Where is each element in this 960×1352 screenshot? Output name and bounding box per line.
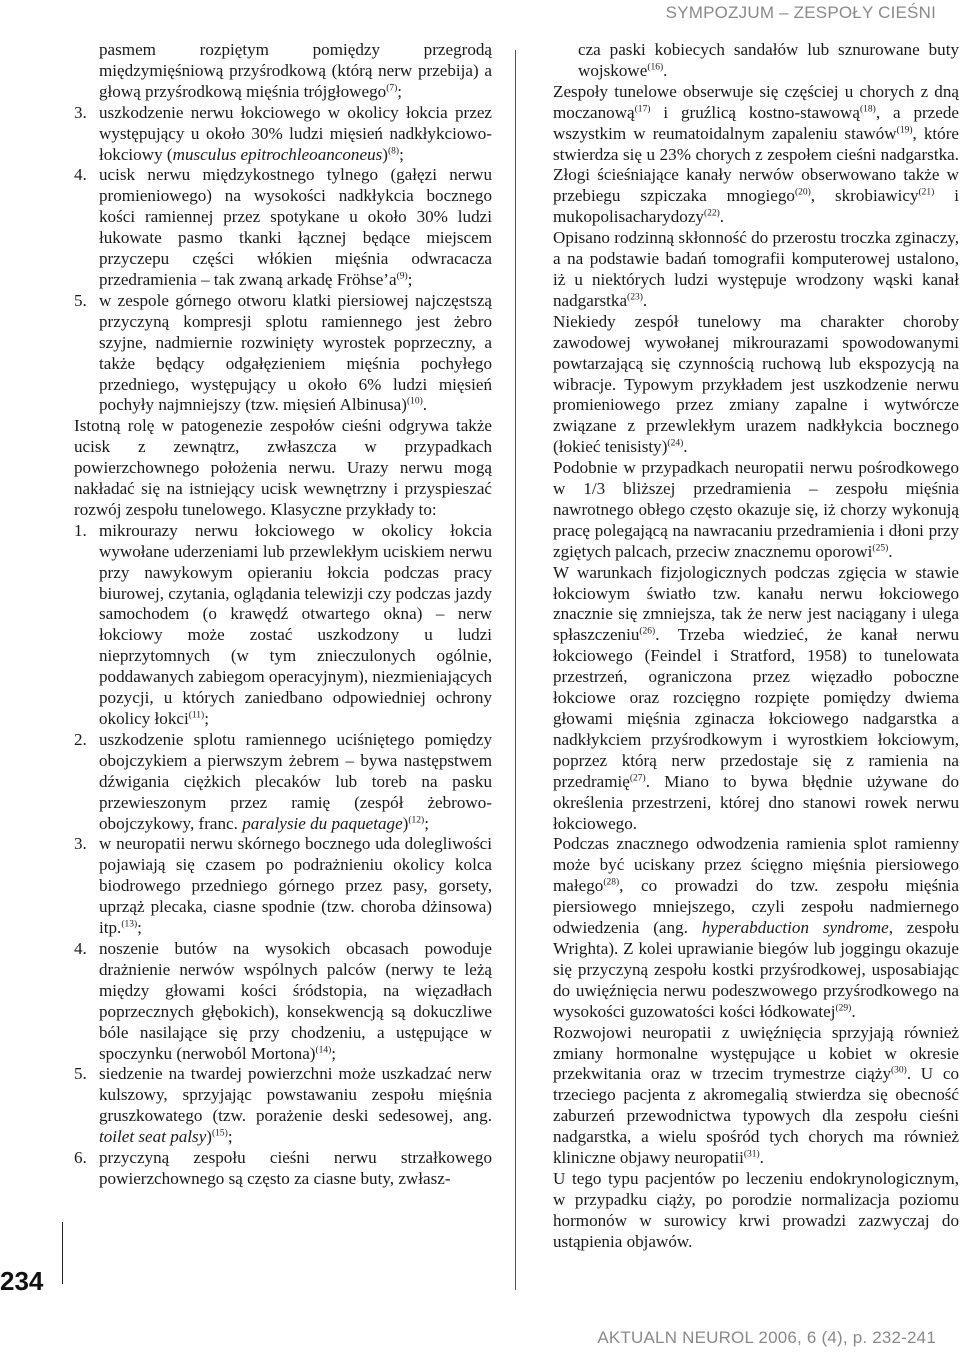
paragraph-text: . (719, 207, 725, 227)
paragraph-text: . Miano to bywa błędnie używane do określenia przestrzeni, której dno stanowi rowek nerwu łokciowego. (553, 771, 959, 833)
list-number: 1. (74, 520, 87, 540)
paragraph-text: Zespoły tunelowe obserwuje się częściej u chorych z dną moczanową (553, 81, 959, 122)
list-item (74, 103, 492, 166)
paragraph-text: Podobnie w przypadkach neuropatii nerwu pośrodkowego w 1/3 bliższej przedramienia – zespołu mięśnia nawrotnego obłego często okazuje się, iż chorzy wykonują pracę polegającą na nawracaniu przedramienia i dłoni przy zgiętych palcach, przeciw znacznemu oporowi (553, 458, 959, 561)
reference-marker: (14) (315, 1044, 332, 1055)
list-item-continuation: cza paski kobiecych sandałów lub sznurowane buty wojskowe$^{(16)}$. (578, 40, 959, 80)
column-divider (515, 50, 516, 1290)
paragraph-text: , co prowadzi do tzw. zespołu mięśnia piersiowego mniejszego, czyli zespołu nadmiernego odwiedzenia (ang. (553, 876, 959, 938)
list-item-continuation: pasmem rozpiętym pomiędzy przegrodą międzymięśniową przyśrodkową (którą nerw przebija) a głową przyśrodkową mięśnia trójgłowego$^{(7)}$; (99, 40, 492, 101)
list-number: 4. (74, 165, 87, 185)
reference-marker: (22) (703, 208, 720, 219)
list-text: ) (382, 144, 388, 164)
list-text: ) (402, 813, 409, 833)
list-text: ; (227, 1127, 233, 1147)
paragraph-text: Opisano rodzinną skłonność do przerostu troczka zginaczy, a na podstawie badań tomografii komputerowej ustalono, iż u niektórych ludzi występuje wrodzony wąski kanał nadgarstka (553, 228, 959, 310)
reference-marker: (12) (408, 814, 425, 825)
right-paragraphs (553, 82, 959, 1253)
list-text: uszkodzenie splotu ramiennego uciśniętego pomiędzy obojczykiem a pierwszym żebrem – bywa następstwem dźwigania ciężkich plecaków lub toreb na pasku przewieszonym przez ramię (zespół żebrowo-obojczykowy, franc. (99, 729, 492, 833)
list-number: 5. (74, 290, 87, 310)
paragraph-text-italic: hyperabduction syndrome (701, 918, 889, 938)
paragraph-text: , które stwierdza się u 23% chorych z zespołem cieśni nadgarstka. Złogi ścieśniające kanały nerwów obserwowano także w przebiegu szpiczaka mnogiego (553, 123, 959, 206)
numbered-list-anatomical (74, 103, 492, 417)
list-number: 5. (74, 1064, 87, 1084)
paragraph-text: Podczas znacznego odwodzenia ramienia splot ramienny może być uciskany przez ścięgno mięśnia piersiowego małego (553, 834, 959, 896)
reference-marker: (8) (387, 145, 400, 156)
paragraph-text: . U co trzeciego pacjenta z akromegalią stwierdza się obecność zaburzeń przewodnictwa typowych dla zespołu cieśni nadgarstka, a wielu spośród tych chorych ma również kliniczne objawy neuropatii (553, 1064, 959, 1168)
list-item (74, 1064, 492, 1148)
paragraph (553, 458, 959, 563)
running-footer-citation: AKTUALN NEUROL 2006, 6 (4), p. 232-241 (597, 1328, 936, 1347)
reference-marker: (20) (794, 187, 811, 198)
running-header: SYMPOZJUM – ZESPOŁY CIEŚNI (665, 3, 936, 22)
reference-marker: (31) (743, 1149, 760, 1160)
reference-marker: (27) (629, 773, 646, 784)
list-text: uszkodzenie nerwu łokciowego w okolicy łokcia przez występujący u około 30% ludzi mięsień nadkłykciowo-łokciowy ( (99, 102, 492, 164)
list-item (74, 1148, 492, 1190)
list-text: przyczyną zespołu cieśni nerwu strzałkowego powierzchownego są często za ciasne buty, zwłasz- (99, 1148, 492, 1188)
page-number-rule (62, 1222, 63, 1284)
list-number: 6. (74, 1148, 87, 1168)
list-text: noszenie butów na wysokich obcasach powoduje drażnienie nerwów wspólnych palców (nerwy te leżą między głowami kości śródstopia, na więzadłach poprzecznych głębokich), konsekwencją są dokuczliwe bóle nasilające się przy chodzeniu, a ustępujące w spoczynku (nerwoból Mortona) (99, 938, 492, 1063)
list-text: ; (137, 918, 142, 938)
reference-marker: (29) (835, 1003, 852, 1013)
list-item (74, 521, 492, 730)
reference-marker: (26) (639, 626, 656, 637)
reference-marker: (13) (121, 919, 138, 930)
reference-marker: (28) (603, 877, 620, 888)
reference-marker: (9) (396, 271, 408, 282)
reference-marker: (17) (634, 104, 651, 115)
reference-marker: (24) (667, 438, 684, 449)
right-column (553, 40, 959, 1253)
list-text: ; (331, 1043, 337, 1063)
list-item (74, 291, 492, 416)
paragraph-text: Niekiedy zespół tunelowy ma charakter choroby zawodowej wywołanej mikrourazami spowodowanymi powtarzającą się czynnością ruchową lub ekspozycją na wibracje. Typowym przykładem jest uszkodzenie nerwu promieniowego przez zmiany zapalne i wytwórcze związane z przewlekłym urazem nadkłykcia bocznego (łokieć tenisisty) (553, 311, 959, 457)
list-item (74, 834, 492, 939)
paragraph-text: . (888, 541, 893, 561)
list-text: siedzenie na twardej powierzchni może uszkadzać nerw kulszowy, sprzyjając powstawaniu zespołu mięśnia gruszkowatego (tzw. porażenie deski sedesowej, ang. (99, 1064, 492, 1126)
paragraph-text: . (851, 1001, 856, 1021)
list-text: ; (424, 813, 429, 833)
reference-marker: (25) (872, 543, 889, 554)
paragraph (553, 82, 959, 228)
paragraph-text: , zespołu Wrighta). Z kolei uprawianie biegów lub joggingu okazuje się przyczyną zespołu kostki przyśrodkowej, usposabiając do uwięźnięcia nerwu podeszwowego przyśrodkowego na wysokości guzowatości kości łódkowatej (553, 918, 960, 1021)
paragraph-text: i gruźlicą kostno-stawową (650, 102, 860, 122)
reference-marker: (21) (918, 187, 935, 198)
paragraph (553, 228, 959, 312)
reference-marker: (11) (188, 710, 205, 721)
list-text: ucisk nerwu międzykostnego tylnego (gałęzi nerwu promieniowego) na wysokości nadkłykcia bocznego kości ramiennej przez spotykane u około 30% ludzi łukowate pasmo tkanki łącznej będące miejscem przyczepu części włókien mięśnia odwracacza przedramienia – tak zwaną arkadę Fröhse’a (99, 165, 492, 289)
paragraph-text: , skrobiawicy (810, 186, 919, 206)
list-text: . (422, 395, 428, 415)
reference-marker: (18) (860, 104, 876, 115)
list-text: w neuropatii nerwu skórnego bocznego uda dolegliwości pojawiają się czasem po podrażnieniu okolicy kolca biodrowego przedniego górnego przez pasy, gorsety, uprząż plecaka, ciasne spodnie (tzw. choroba dżinsowa) itp. (99, 834, 492, 938)
paragraph-external-compression: Istotną rolę w patogenezie zespołów cieśni odgrywa także ucisk z zewnątrz, zwłaszcza w przypadkach powierzchownego położenia nerwu. Urazy nerwu mogą nakładać się na istniejący ucisk wewnętrzny i przyspieszać rozwój zespołu tunelowego. Klasyczne przykłady to: (74, 416, 492, 519)
paragraph (553, 1169, 959, 1253)
list-item (74, 730, 492, 835)
left-column (74, 40, 492, 1190)
page-number: 234 (0, 1266, 44, 1296)
paragraph-text: , a przede wszystkim w reumatoidalnym zapaleniu stawów (553, 102, 959, 143)
list-item (74, 939, 492, 1064)
paragraph-text: i mukopolisacharydozy (553, 186, 959, 227)
list-text: ; (407, 269, 413, 289)
list-number: 3. (74, 102, 87, 122)
paragraph-text: . (759, 1148, 764, 1168)
reference-marker: (10) (406, 396, 423, 407)
list-text: mikrourazy nerwu łokciowego w okolicy łokcia wywołane uderzeniami lub przewlekłym uciskiem nerwu przy nawykowym opieraniu łokcia podczas pracy biurowej, czytania, oglądania telewizji czy podczas jazdy samochodem (o krawędź otwartego okna) – nerw łokciowy może zostać uszkodzony u ludzi nieprzytomnych (w tym znieczulonych ogólnie, poddawanych zabiegom operacyjnym), niezmieniających pozycji, u których zaniedbano odpowiedniej ochrony okolicy łokci (99, 520, 492, 728)
paragraph-text: . (683, 437, 688, 457)
paragraph (553, 834, 959, 1022)
reference-marker: (19) (896, 124, 913, 135)
list-item (74, 165, 492, 290)
paragraph (553, 312, 959, 458)
list-text: ; (399, 144, 404, 164)
paragraph-text: . (642, 290, 648, 310)
paragraph (553, 1023, 959, 1169)
list-text: ; (204, 709, 209, 728)
numbered-list-examples (74, 521, 492, 1190)
list-text-italic: musculus epitrochleoanconeus (172, 144, 383, 164)
list-number: 4. (74, 938, 87, 958)
paragraph-text: W warunkach fizjologicznych podczas zgięcia w stawie łokciowym światło tzw. kanału nerwu łokciowego znacznie się zmniejsza, tak że nerw jest naciągany i ulega spłaszczeniu (553, 562, 959, 645)
list-text-italic: toilet seat palsy (99, 1127, 207, 1147)
list-text: ) (206, 1127, 212, 1147)
list-number: 2. (74, 729, 87, 749)
reference-marker: (30) (891, 1065, 907, 1076)
list-text-italic: paralysie du paquetage (242, 813, 403, 833)
paragraph (553, 563, 959, 835)
paragraph-text: Rozwojowi neuropatii z uwięźnięcia sprzyjają również zmiany hormonalne występujące u kobiet w okresie przekwitania oraz w trzecim trymestrze ciąży (553, 1022, 959, 1084)
paragraph-text: . Trzeba wiedzieć, że kanał nerwu łokciowego (Feindel i Stratford, 1958) to tunelowata przestrzeń, ograniczona przez więzadło poboczne łokciowe oraz rozcięgno rozpięte pomiędzy dwiema głowami mięśnia zginacza łokciowego nadgarstka a nadkłykciem przyśrodkowym i wyrostkiem łokciowym, poprzez którą nerw przedostaje się z ramienia na przedramię (553, 625, 959, 791)
list-number: 3. (74, 834, 87, 854)
list-text: w zespole górnego otworu klatki piersiowej najczęstszą przyczyną kompresji splotu ramiennego jest żebro szyjne, nadmiernie rozwinięty wyrostek poprzeczny, a także będący odgałęzieniem mięśnia pochyłego przedniego, występujący u około 6% ludzi mięsień pochyły najmniejszy (tzw. mięsień Albinusa) (99, 290, 492, 415)
reference-marker: (23) (627, 292, 643, 303)
paragraph-text: U tego typu pacjentów po leczeniu endokrynologicznym, w przypadku ciąży, po porodzie normalizacja poziomu hormonów w surowicy krwi prowadzi zazwyczaj do ustąpienia objawów. (553, 1168, 959, 1251)
reference-marker: (15) (212, 1128, 228, 1139)
